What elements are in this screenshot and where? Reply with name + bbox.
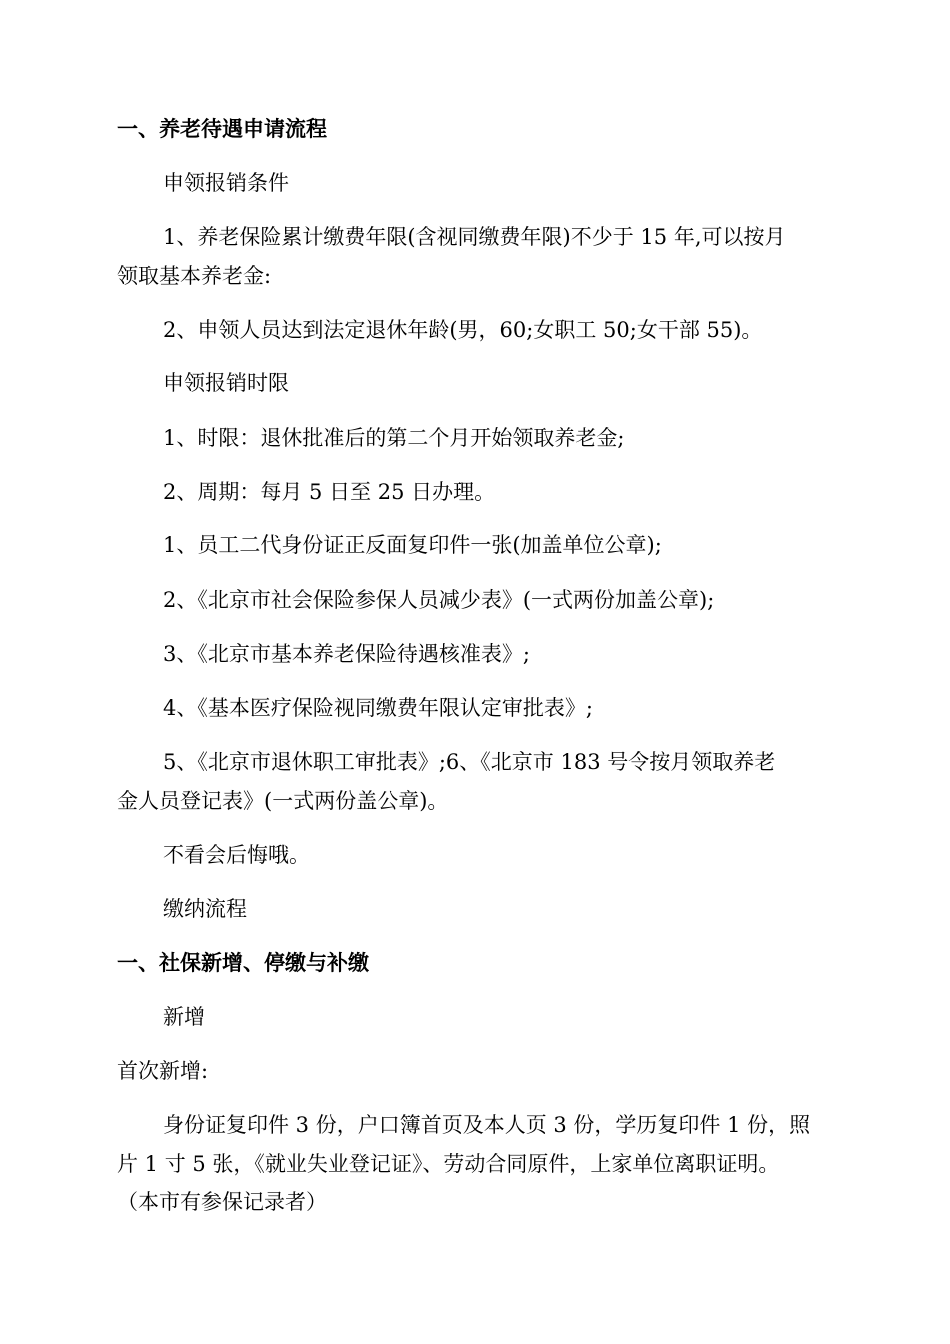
payment-flow-title: 缴纳流程 (163, 897, 247, 921)
doc5-line2: 金人员登记表》(一式两份盖公章)。 (117, 789, 449, 813)
time-title: 申领报销时限 (163, 371, 289, 395)
doc3: 3、《北京市基本养老保险待遇核准表》; (163, 642, 530, 666)
first-new-title: 首次新增: (117, 1059, 209, 1083)
first-new-body-line3: （本市有参保记录者） (117, 1190, 327, 1214)
first-new-body-line1: 身份证复印件 3 份，户口簿首页及本人页 3 份，学历复印件 1 份，照 (163, 1113, 811, 1137)
condition2: 2、申领人员达到法定退休年龄(男，60;女职工 50;女干部 55)。 (163, 318, 763, 342)
time1: 1、时限：退休批准后的第二个月开始领取养老金; (163, 426, 625, 450)
time2: 2、周期：每月 5 日至 25 日办理。 (163, 480, 496, 504)
note: 不看会后悔哦。 (163, 843, 310, 867)
doc5-line1: 5、《北京市退休职工审批表》;6、《北京市 183 号令按月领取养老 (163, 750, 776, 774)
section1-heading: 一、养老待遇申请流程 (117, 117, 327, 141)
condition1-line1: 1、养老保险累计缴费年限(含视同缴费年限)不少于 15 年,可以按月 (163, 225, 786, 249)
section2-heading: 一、社保新增、停缴与补缴 (117, 951, 369, 975)
doc2: 2、《北京市社会保险参保人员减少表》(一式两份加盖公章); (163, 588, 715, 612)
new-title: 新增 (163, 1005, 205, 1029)
doc4: 4、《基本医疗保险视同缴费年限认定审批表》; (163, 696, 593, 720)
condition1-line2: 领取基本养老金: (117, 264, 272, 288)
conditions-title: 申领报销条件 (163, 171, 289, 195)
doc1: 1、员工二代身份证正反面复印件一张(加盖单位公章); (163, 533, 662, 557)
first-new-body-line2: 片 1 寸 5 张，《就业失业登记证》、劳动合同原件，上家单位离职证明。 (117, 1152, 780, 1176)
